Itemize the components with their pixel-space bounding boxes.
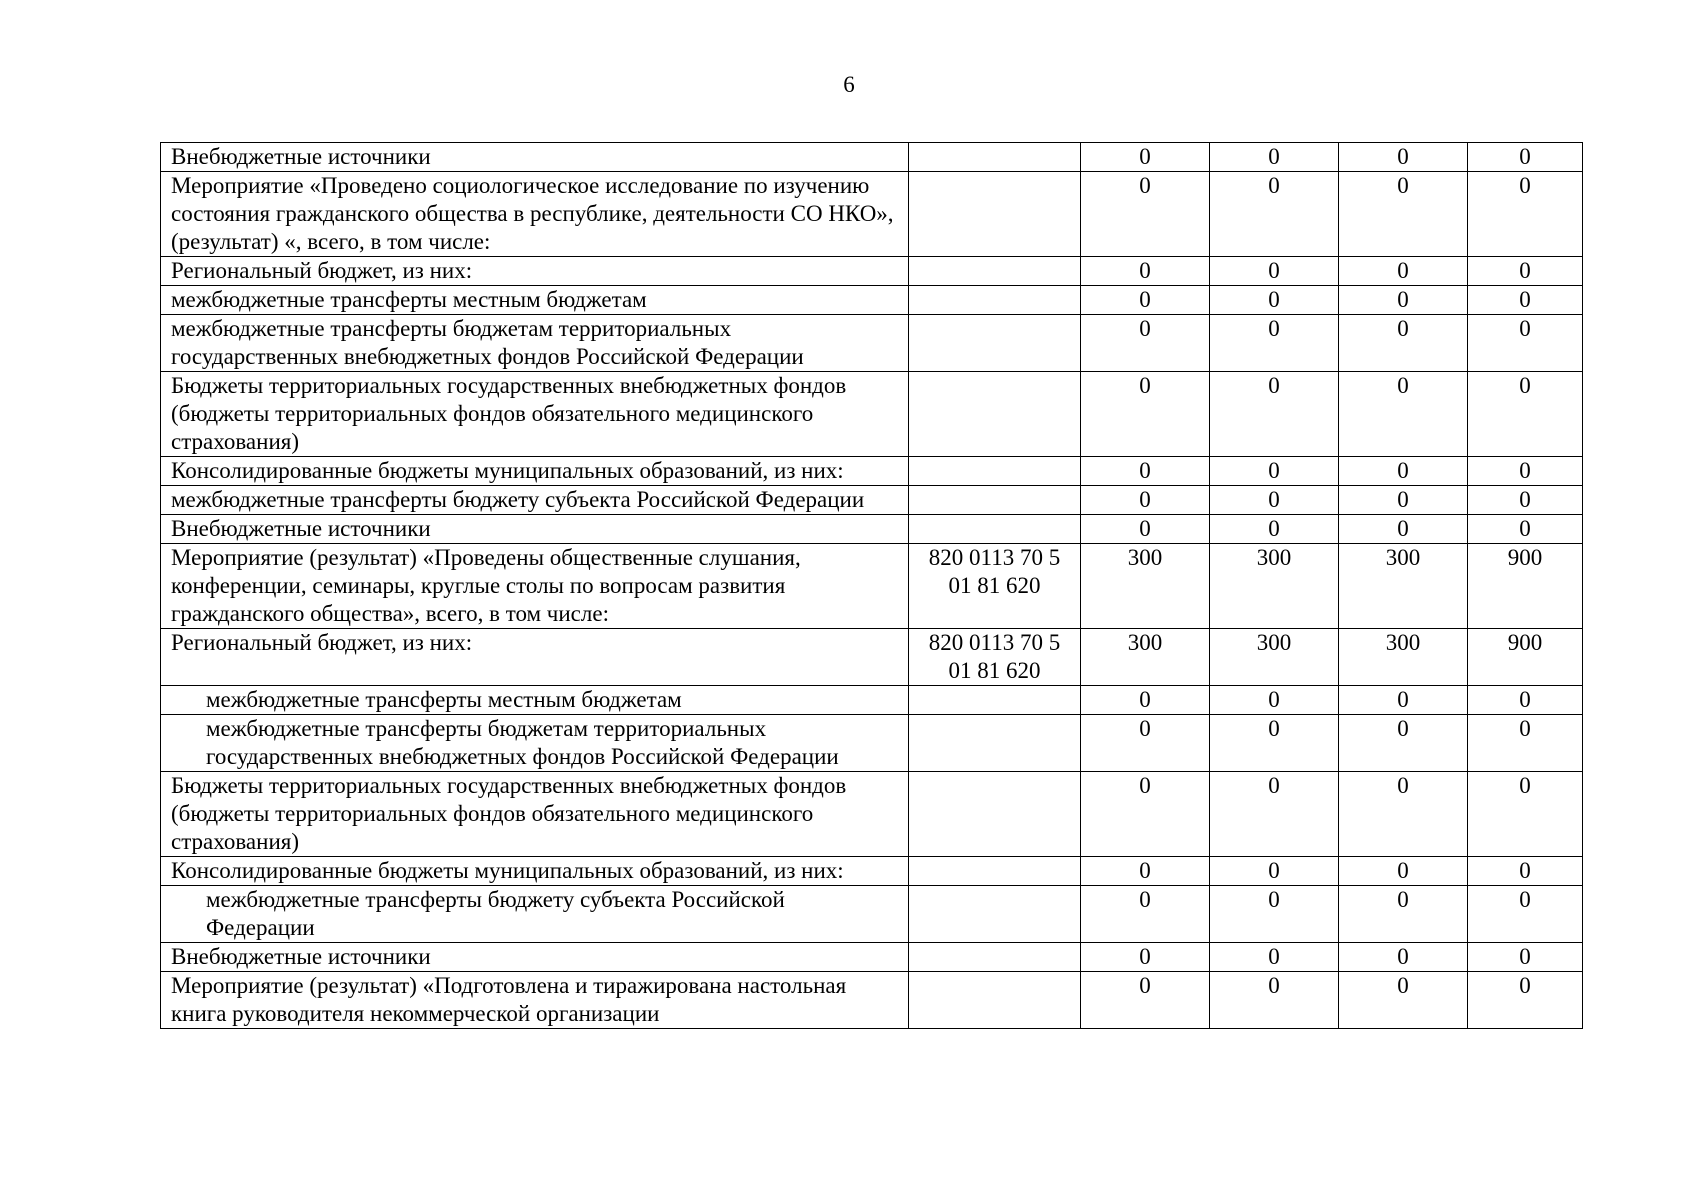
value-year-1-cell: 300 xyxy=(1081,544,1210,629)
row-name-cell: межбюджетные трансферты местным бюджетам xyxy=(161,686,909,715)
value-year-1-cell: 0 xyxy=(1081,486,1210,515)
value-year-2-cell: 0 xyxy=(1210,457,1339,486)
budget-code-cell xyxy=(909,515,1081,544)
value-year-2-cell: 0 xyxy=(1210,286,1339,315)
value-year-3-cell: 0 xyxy=(1339,257,1468,286)
total-value-cell: 0 xyxy=(1468,143,1583,172)
value-year-1-cell: 300 xyxy=(1081,629,1210,686)
row-name-cell: Региональный бюджет, из них: xyxy=(161,629,909,686)
value-year-2-cell: 0 xyxy=(1210,972,1339,1029)
budget-code-cell: 820 0113 70 5 01 81 620 xyxy=(909,544,1081,629)
table-row xyxy=(161,257,1583,286)
value-year-1-cell: 0 xyxy=(1081,686,1210,715)
value-year-1-cell: 0 xyxy=(1081,715,1210,772)
table-row xyxy=(161,457,1583,486)
total-value-cell: 0 xyxy=(1468,457,1583,486)
value-year-3-cell: 0 xyxy=(1339,486,1468,515)
value-year-3-cell: 0 xyxy=(1339,372,1468,457)
total-value-cell: 900 xyxy=(1468,629,1583,686)
table-row xyxy=(161,515,1583,544)
budget-code-cell xyxy=(909,372,1081,457)
row-name-cell: Внебюджетные источники xyxy=(161,515,909,544)
table-row xyxy=(161,372,1583,457)
table-row xyxy=(161,972,1583,1029)
value-year-2-cell: 0 xyxy=(1210,315,1339,372)
total-value-cell: 0 xyxy=(1468,257,1583,286)
table-row xyxy=(161,172,1583,257)
row-name-cell: Консолидированные бюджеты муниципальных образований, из них: xyxy=(161,457,909,486)
row-name-cell: Мероприятие «Проведено социологическое исследование по изучению состояния гражданского общества в республике, деятельности СО НКО», (результат) «, всего, в том числе: xyxy=(161,172,909,257)
value-year-2-cell: 0 xyxy=(1210,857,1339,886)
value-year-2-cell: 0 xyxy=(1210,715,1339,772)
value-year-2-cell: 0 xyxy=(1210,772,1339,857)
total-value-cell: 900 xyxy=(1468,544,1583,629)
budget-code-cell xyxy=(909,886,1081,943)
value-year-3-cell: 0 xyxy=(1339,772,1468,857)
table-row xyxy=(161,486,1583,515)
budget-code-cell xyxy=(909,772,1081,857)
value-year-2-cell: 0 xyxy=(1210,943,1339,972)
row-name-cell: Мероприятие (результат) «Подготовлена и тиражирована настольная книга руководителя некоммерческой организации xyxy=(161,972,909,1029)
row-name-cell: Внебюджетные источники xyxy=(161,943,909,972)
table-row xyxy=(161,943,1583,972)
row-name-cell: Внебюджетные источники xyxy=(161,143,909,172)
budget-code-cell xyxy=(909,143,1081,172)
row-name-cell: межбюджетные трансферты бюджетам территориальных государственных внебюджетных фондов Российской Федерации xyxy=(161,315,909,372)
value-year-2-cell: 0 xyxy=(1210,143,1339,172)
row-name-cell: Консолидированные бюджеты муниципальных образований, из них: xyxy=(161,857,909,886)
budget-code-cell xyxy=(909,857,1081,886)
total-value-cell: 0 xyxy=(1468,972,1583,1029)
value-year-1-cell: 0 xyxy=(1081,457,1210,486)
value-year-3-cell: 0 xyxy=(1339,886,1468,943)
value-year-3-cell: 0 xyxy=(1339,686,1468,715)
value-year-1-cell: 0 xyxy=(1081,372,1210,457)
value-year-1-cell: 0 xyxy=(1081,143,1210,172)
value-year-1-cell: 0 xyxy=(1081,172,1210,257)
table-row xyxy=(161,143,1583,172)
value-year-1-cell: 0 xyxy=(1081,315,1210,372)
value-year-1-cell: 0 xyxy=(1081,886,1210,943)
table-row xyxy=(161,315,1583,372)
row-name-cell: Бюджеты территориальных государственных внебюджетных фондов (бюджеты территориальных фондов обязательного медицинского страхования) xyxy=(161,772,909,857)
total-value-cell: 0 xyxy=(1468,857,1583,886)
table-row xyxy=(161,544,1583,629)
value-year-3-cell: 300 xyxy=(1339,629,1468,686)
value-year-1-cell: 0 xyxy=(1081,515,1210,544)
table-row xyxy=(161,686,1583,715)
row-name-cell: межбюджетные трансферты бюджету субъекта Российской Федерации xyxy=(161,886,909,943)
row-name-cell: межбюджетные трансферты бюджетам территориальных государственных внебюджетных фондов Российской Федерации xyxy=(161,715,909,772)
budget-code-cell: 820 0113 70 5 01 81 620 xyxy=(909,629,1081,686)
budget-code-cell xyxy=(909,943,1081,972)
row-name-cell: Мероприятие (результат) «Проведены общественные слушания, конференции, семинары, круглые столы по вопросам развития гражданского общества», всего, в том числе: xyxy=(161,544,909,629)
budget-code-cell xyxy=(909,315,1081,372)
budget-table-body xyxy=(161,143,1583,1029)
total-value-cell: 0 xyxy=(1468,286,1583,315)
value-year-2-cell: 0 xyxy=(1210,686,1339,715)
value-year-3-cell: 0 xyxy=(1339,457,1468,486)
value-year-1-cell: 0 xyxy=(1081,943,1210,972)
value-year-1-cell: 0 xyxy=(1081,857,1210,886)
budget-code-cell xyxy=(909,457,1081,486)
value-year-3-cell: 0 xyxy=(1339,943,1468,972)
total-value-cell: 0 xyxy=(1468,372,1583,457)
value-year-3-cell: 0 xyxy=(1339,972,1468,1029)
table-row xyxy=(161,772,1583,857)
value-year-2-cell: 300 xyxy=(1210,629,1339,686)
page-number: 6 xyxy=(843,72,855,97)
value-year-1-cell: 0 xyxy=(1081,772,1210,857)
table-row xyxy=(161,886,1583,943)
budget-code-cell xyxy=(909,486,1081,515)
budget-table xyxy=(160,142,1583,1029)
total-value-cell: 0 xyxy=(1468,486,1583,515)
value-year-3-cell: 0 xyxy=(1339,857,1468,886)
row-name-cell: межбюджетные трансферты бюджету субъекта Российской Федерации xyxy=(161,486,909,515)
value-year-3-cell: 0 xyxy=(1339,515,1468,544)
budget-code-cell xyxy=(909,972,1081,1029)
value-year-1-cell: 0 xyxy=(1081,257,1210,286)
total-value-cell: 0 xyxy=(1468,315,1583,372)
total-value-cell: 0 xyxy=(1468,886,1583,943)
value-year-1-cell: 0 xyxy=(1081,286,1210,315)
table-row xyxy=(161,286,1583,315)
budget-code-cell xyxy=(909,257,1081,286)
total-value-cell: 0 xyxy=(1468,686,1583,715)
value-year-2-cell: 0 xyxy=(1210,486,1339,515)
row-name-cell: межбюджетные трансферты местным бюджетам xyxy=(161,286,909,315)
value-year-2-cell: 0 xyxy=(1210,515,1339,544)
value-year-2-cell: 300 xyxy=(1210,544,1339,629)
value-year-3-cell: 300 xyxy=(1339,544,1468,629)
value-year-3-cell: 0 xyxy=(1339,172,1468,257)
row-name-cell: Региональный бюджет, из них: xyxy=(161,257,909,286)
value-year-2-cell: 0 xyxy=(1210,886,1339,943)
table-row xyxy=(161,629,1583,686)
value-year-3-cell: 0 xyxy=(1339,286,1468,315)
table-row xyxy=(161,857,1583,886)
value-year-3-cell: 0 xyxy=(1339,143,1468,172)
budget-code-cell xyxy=(909,172,1081,257)
value-year-1-cell: 0 xyxy=(1081,972,1210,1029)
value-year-2-cell: 0 xyxy=(1210,172,1339,257)
row-name-cell: Бюджеты территориальных государственных внебюджетных фондов (бюджеты территориальных фондов обязательного медицинского страхования) xyxy=(161,372,909,457)
value-year-2-cell: 0 xyxy=(1210,257,1339,286)
budget-code-cell xyxy=(909,715,1081,772)
table-row xyxy=(161,715,1583,772)
value-year-3-cell: 0 xyxy=(1339,315,1468,372)
value-year-3-cell: 0 xyxy=(1339,715,1468,772)
total-value-cell: 0 xyxy=(1468,715,1583,772)
value-year-2-cell: 0 xyxy=(1210,372,1339,457)
total-value-cell: 0 xyxy=(1468,515,1583,544)
total-value-cell: 0 xyxy=(1468,172,1583,257)
total-value-cell: 0 xyxy=(1468,943,1583,972)
budget-code-cell xyxy=(909,686,1081,715)
budget-code-cell xyxy=(909,286,1081,315)
total-value-cell: 0 xyxy=(1468,772,1583,857)
